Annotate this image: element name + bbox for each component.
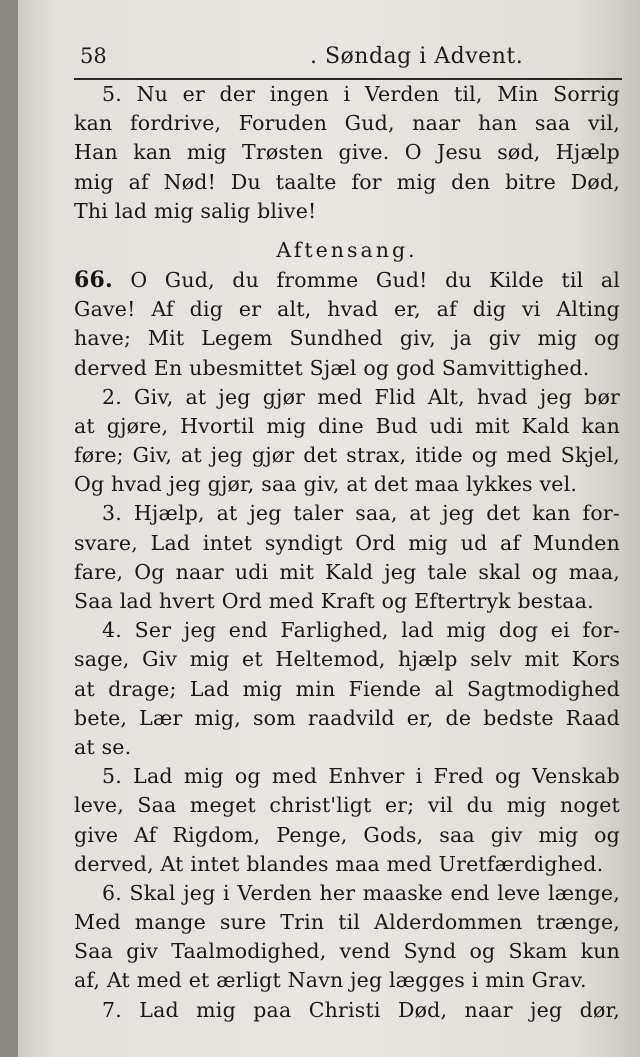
page-body (74, 80, 620, 1025)
text-line: svare, Lad intet syndigt Ord mig ud af Munden (74, 530, 620, 555)
text-line: Og hvad jeg gjør, saa giv, at det maa lykkes vel. (74, 472, 578, 497)
text-line: at se. (74, 734, 132, 759)
text-line: derved, At intet blandes maa med Uretfærdighed. (74, 851, 604, 876)
page-header (74, 44, 619, 78)
hymn-66-verse-3 (74, 499, 620, 616)
hymn-66-verse-1 (74, 266, 620, 383)
text-line: leve, Saa meget christ'ligt er; vil du mig noget (74, 793, 620, 818)
hymn-first-line (74, 266, 620, 295)
text-line: 2. Giv, at jeg gjør med Flid Alt, hvad jeg bør (102, 384, 620, 409)
text-line: Saa giv Taalmodighed, vend Synd og Skam kun (74, 939, 620, 964)
text-line: Gave! Af dig er alt, hvad er, af dig vi Alting (74, 297, 620, 322)
hymn-66-verse-5 (74, 762, 620, 879)
text-line: af, At med et ærligt Navn jeg lægges i min Grav. (74, 968, 587, 993)
hymn-66-verse-2 (74, 383, 620, 500)
text-line: have; Mit Legem Sundhed giv, ja giv mig og (74, 326, 620, 351)
text-line: 3. Hjælp, at jeg taler saa, at jeg det kan for- (102, 501, 620, 526)
section-title: Aftensang. (276, 237, 418, 262)
text-line: 4. Ser jeg end Farlighed, lad mig dog ei for- (102, 618, 620, 643)
text-line: Saa lad hvert Ord med Kraft og Eftertryk bestaa. (74, 589, 594, 613)
text-line: mig af Nød! Du taalte for mig den bitre Død, (74, 169, 620, 194)
text-line: at gjøre, Hvortil mig dine Bud udi mit Kald kan (74, 413, 620, 438)
hymn-66-verse-6 (74, 879, 620, 996)
book-page (18, 0, 640, 1057)
text-line: 6. Skal jeg i Verden her maaske end leve længe, (102, 880, 620, 905)
text-line: fare, Og naar udi mit Kald jeg tale skal og maa, (74, 559, 620, 584)
verse-5-previous-hymn (74, 80, 620, 226)
text-line: 7. Lad mig paa Christi Død, naar jeg dør, (102, 997, 620, 1022)
hymn-66-verse-7 (74, 996, 620, 1025)
hymn-number: 66. (74, 266, 113, 293)
text-line: sage, Giv mig et Heltemod, hjælp selv mit Kors (74, 647, 620, 672)
text-line: 5. Nu er der ingen i Verden til, Min Sorrig (102, 82, 620, 106)
text-line: derved En ubesmittet Sjæl og god Samvittighed. (74, 355, 590, 380)
text-line: Thi lad mig salig blive! (74, 198, 317, 223)
running-head: . Søndag i Advent. (310, 44, 524, 69)
text-line: 5. Lad mig og med Enhver i Fred og Venskab (102, 764, 620, 789)
text-line: at drage; Lad mig min Fiende al Sagtmodighed (74, 676, 620, 701)
page-number: 58 (80, 44, 107, 68)
text-line: kan fordrive, Foruden Gud, naar han saa vil, (74, 111, 620, 136)
hymn-66-verse-4 (74, 616, 620, 762)
text-line: Med mange sure Trin til Alderdommen trænge, (74, 910, 620, 935)
text-line: føre; Giv, at jeg gjør det strax, itide og med Skjel, (74, 443, 620, 468)
text-line: bete, Lær mig, som raadvild er, de bedste Raad (74, 705, 620, 730)
hymn-first-line-text: O Gud, du fromme Gud! du Kilde til al (130, 267, 620, 292)
text-line: give Af Rigdom, Penge, Gods, saa giv mig og (74, 822, 620, 847)
text-line: Han kan mig Trøsten give. O Jesu sød, Hjælp (74, 140, 620, 165)
